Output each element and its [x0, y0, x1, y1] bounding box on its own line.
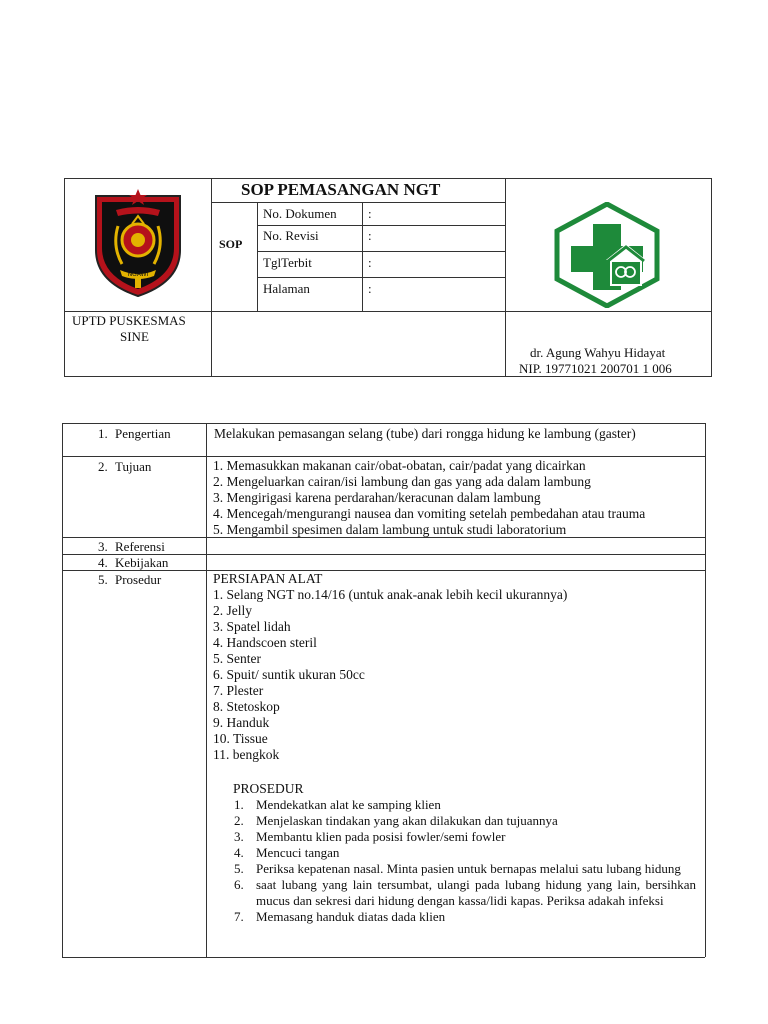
field-value-halaman: : [368, 281, 372, 296]
row-label-kebijakan: Kebijakan [115, 555, 169, 570]
row-label-referensi: Referensi [115, 539, 165, 554]
step-number: 1. [234, 797, 244, 812]
step-number: 5. [234, 861, 244, 876]
signer-nip: NIP. 19771021 200701 1 006 [519, 361, 672, 376]
list-item: 11. bengkok [213, 747, 280, 762]
step-number: 6. [234, 877, 244, 892]
ngawi-emblem-logo [92, 186, 184, 298]
step-number: 2. [234, 813, 244, 828]
list-item: 1. Memasukkan makanan cair/obat-obatan, cair/padat yang dicairkan [213, 458, 586, 473]
list-item: 1. Selang NGT no.14/16 (untuk anak-anak lebih kecil ukurannya) [213, 587, 568, 602]
field-value-revisi: : [368, 228, 372, 243]
row-num-kebijakan: 4. [98, 555, 108, 570]
list-item [234, 813, 696, 829]
step-number: 7. [234, 909, 244, 924]
row-label-pengertian: Pengertian [115, 426, 171, 441]
list-item: 9. Handuk [213, 715, 270, 730]
row-num-referensi: 3. [98, 539, 108, 554]
row-num-prosedur: 5. [98, 572, 108, 587]
list-item [234, 829, 696, 845]
row-num-pengertian: 1. [98, 426, 108, 441]
list-item: 7. Plester [213, 683, 264, 698]
list-item: 3. Mengirigasi karena perdarahan/keracunan dalam lambung [213, 490, 541, 505]
list-item: 2. Mengeluarkan cairan/isi lambung dan gas yang ada dalam lambung [213, 474, 591, 489]
step-text: Mencuci tangan [256, 845, 340, 860]
step-number: 4. [234, 845, 244, 860]
list-item: 4. Handscoen steril [213, 635, 317, 650]
org-name-line1: UPTD PUSKESMAS [72, 313, 186, 328]
svg-text:NGAWI: NGAWI [127, 271, 149, 278]
sop-label: SOP [219, 237, 243, 251]
step-text: Periksa kepatenan nasal. Minta pasien untuk bernapas melalui satu lubang hidung [256, 861, 681, 876]
signer-name: dr. Agung Wahyu Hidayat [530, 345, 666, 360]
list-item [234, 909, 696, 925]
list-item: 8. Stetoskop [213, 699, 280, 714]
persiapan-title: PERSIAPAN ALAT [213, 571, 323, 586]
field-value-tglterbit: : [368, 255, 372, 270]
list-item: 2. Jelly [213, 603, 252, 618]
field-value-dokumen: : [368, 206, 372, 221]
document-title: SOP PEMASANGAN NGT [241, 180, 441, 199]
list-item: 4. Mencegah/mengurangi nausea dan vomiting setelah pembedahan atau trauma [213, 506, 646, 521]
step-text: saat lubang yang lain tersumbat, ulangi pada lubang hidung yang lain, bersihkan mucus dan sekresi dari hidung dengan kassa/lidi kapas. Periksa adakah infeksi [256, 877, 696, 908]
row-num-tujuan: 2. [98, 459, 108, 474]
field-label-tglterbit: TglTerbit [263, 255, 312, 270]
list-item: 3. Spatel lidah [213, 619, 291, 634]
list-item: 5. Mengambil spesimen dalam lambung untuk studi laboratorium [213, 522, 567, 537]
step-text: Membantu klien pada posisi fowler/semi fowler [256, 829, 506, 844]
field-label-halaman: Halaman [263, 281, 310, 296]
prosedur-steps [234, 797, 696, 925]
list-item: 6. Spuit/ suntik ukuran 50cc [213, 667, 365, 682]
step-text: Mendekatkan alat ke samping klien [256, 797, 441, 812]
list-item [234, 861, 696, 877]
org-name-line2: SINE [120, 329, 149, 344]
pengertian-text: Melakukan pemasangan selang (tube) dari rongga hidung ke lambung (gaster) [214, 426, 636, 441]
step-text: Memasang handuk diatas dada klien [256, 909, 446, 924]
field-label-revisi: No. Revisi [263, 228, 319, 243]
step-number: 3. [234, 829, 244, 844]
step-text: Menjelaskan tindakan yang akan dilakukan dan tujuannya [256, 813, 558, 828]
persiapan-alat-list [213, 571, 567, 763]
field-label-dokumen: No. Dokumen [263, 206, 337, 221]
row-label-prosedur: Prosedur [115, 572, 162, 587]
list-item: 10. Tissue [213, 731, 268, 746]
list-item [234, 845, 696, 861]
puskesmas-logo [552, 202, 662, 308]
list-item [234, 877, 696, 909]
tujuan-list [213, 458, 645, 538]
list-item [234, 797, 696, 813]
list-item: 5. Senter [213, 651, 261, 666]
row-label-tujuan: Tujuan [115, 459, 152, 474]
prosedur-title: PROSEDUR [233, 781, 304, 796]
